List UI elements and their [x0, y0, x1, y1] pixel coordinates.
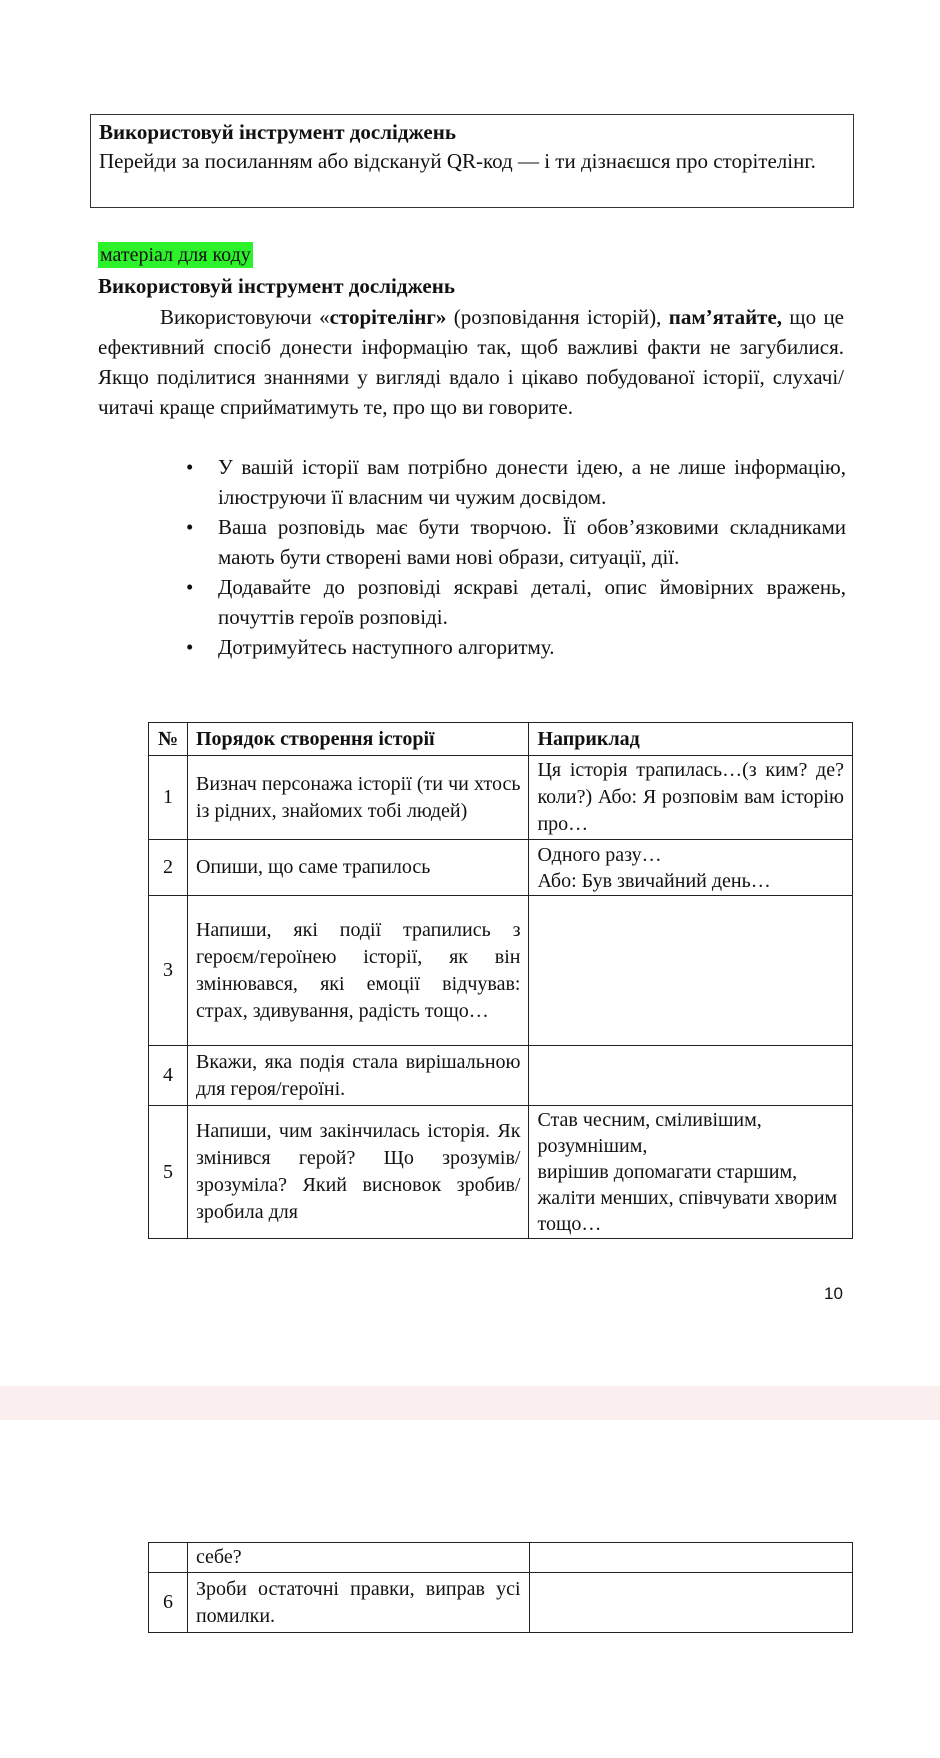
paragraph-bold2: пам’ятайте, [668, 305, 783, 329]
row-example: Став чесним, сміливішим, розумнішим, вирішив допомагати старшим, жаліти менших, співчувати хворим тощо… [529, 1106, 853, 1239]
bullet-text: Ваша розповідь має бути творчою. Її обов’язковими складниками мають бути створені вами нові образи, ситуації, дії. [218, 515, 846, 569]
row-step: Напиши, чим закінчилась історія. Як змінився герой? Що зрозумів/зрозуміла? Який висновок зробив/зробила для [187, 1106, 528, 1239]
paragraph-part1: Використовуючи « [160, 305, 330, 329]
bullet-list [186, 452, 846, 662]
bullet-text: Додавайте до розповіді яскраві деталі, опис ймовірних вражень, почуттів героїв розповіді. [218, 575, 846, 629]
table-row [149, 1046, 853, 1106]
paragraph-part2: (розповідання історій), [446, 305, 669, 329]
table-row [149, 896, 853, 1046]
box-text: Перейди за посиланням або відскануй QR-код — і ти дізнаєшся про сторітелінг. [99, 149, 816, 173]
bullet-icon: • [186, 455, 194, 479]
table-row [149, 756, 853, 840]
table-row [149, 1106, 853, 1239]
row-example [529, 1543, 852, 1573]
bullet-text: Дотримуйтесь наступного алгоритму. [218, 635, 555, 659]
row-step: Визнач персонажа історії (ти чи хтось із рідних, знайомих тобі людей) [187, 756, 528, 840]
header-step: Порядок створення історії [187, 723, 528, 756]
intro-paragraph [98, 302, 844, 422]
table-row [149, 1573, 853, 1633]
research-tool-box [90, 114, 854, 208]
row-example: Одного разу… Або: Був звичайний день… [529, 840, 853, 896]
row-number [149, 1543, 188, 1573]
table-header-row [149, 723, 853, 756]
story-steps-table-continued [148, 1542, 853, 1633]
header-number: № [149, 723, 188, 756]
header-example: Наприклад [529, 723, 853, 756]
table-row [149, 840, 853, 896]
row-example [529, 896, 853, 1046]
table-row [149, 1543, 853, 1573]
row-step: Опиши, що саме трапилось [187, 840, 528, 896]
row-number: 4 [149, 1046, 188, 1106]
row-example [529, 1573, 852, 1633]
bullet-text: У вашій історії вам потрібно донести ідею, а не лише інформацію, ілюструючи її власним чи чужим досвідом. [218, 455, 846, 509]
box-title: Використовуй інструмент досліджень [99, 120, 456, 144]
row-step: себе? [187, 1543, 529, 1573]
bullet-icon: • [186, 635, 194, 659]
row-step: Напиши, які події трапились з героєм/героїнею історії, як він змінювався, які емоції відчував: страх, здивування, радість тощо… [187, 896, 528, 1046]
list-item [186, 572, 846, 632]
row-number: 3 [149, 896, 188, 1046]
list-item [186, 632, 846, 662]
page-number: 10 [824, 1284, 843, 1303]
section-title: Використовуй інструмент досліджень [98, 274, 455, 298]
row-step: Зроби остаточні правки, виправ усі помилки. [187, 1573, 529, 1633]
row-example [529, 1046, 853, 1106]
list-item [186, 512, 846, 572]
bullet-icon: • [186, 575, 194, 599]
page-separator [0, 1386, 940, 1420]
highlighted-label: матеріал для коду [100, 244, 251, 266]
bullet-icon: • [186, 515, 194, 539]
row-step: Вкажи, яка подія стала вирішальною для героя/героїні. [187, 1046, 528, 1106]
story-steps-table [148, 722, 853, 1239]
row-example: Ця історія трапилась…(з ким? де? коли?) Або: Я розповім вам історію про… [529, 756, 853, 840]
paragraph-part3: що це ефективний спосіб донести інформацію так, щоб важливі факти не загубилися. Якщо поділитися знаннями у вигляді вдало і цікаво побудованої історії, слухачі/читачі краще сприйматимуть те, про що ви говорите. [98, 305, 845, 419]
row-number: 6 [149, 1573, 188, 1633]
row-number: 5 [149, 1106, 188, 1239]
list-item [186, 452, 846, 512]
paragraph-bold1: сторітелінг» [329, 305, 447, 329]
row-number: 2 [149, 840, 188, 896]
row-number: 1 [149, 756, 188, 840]
